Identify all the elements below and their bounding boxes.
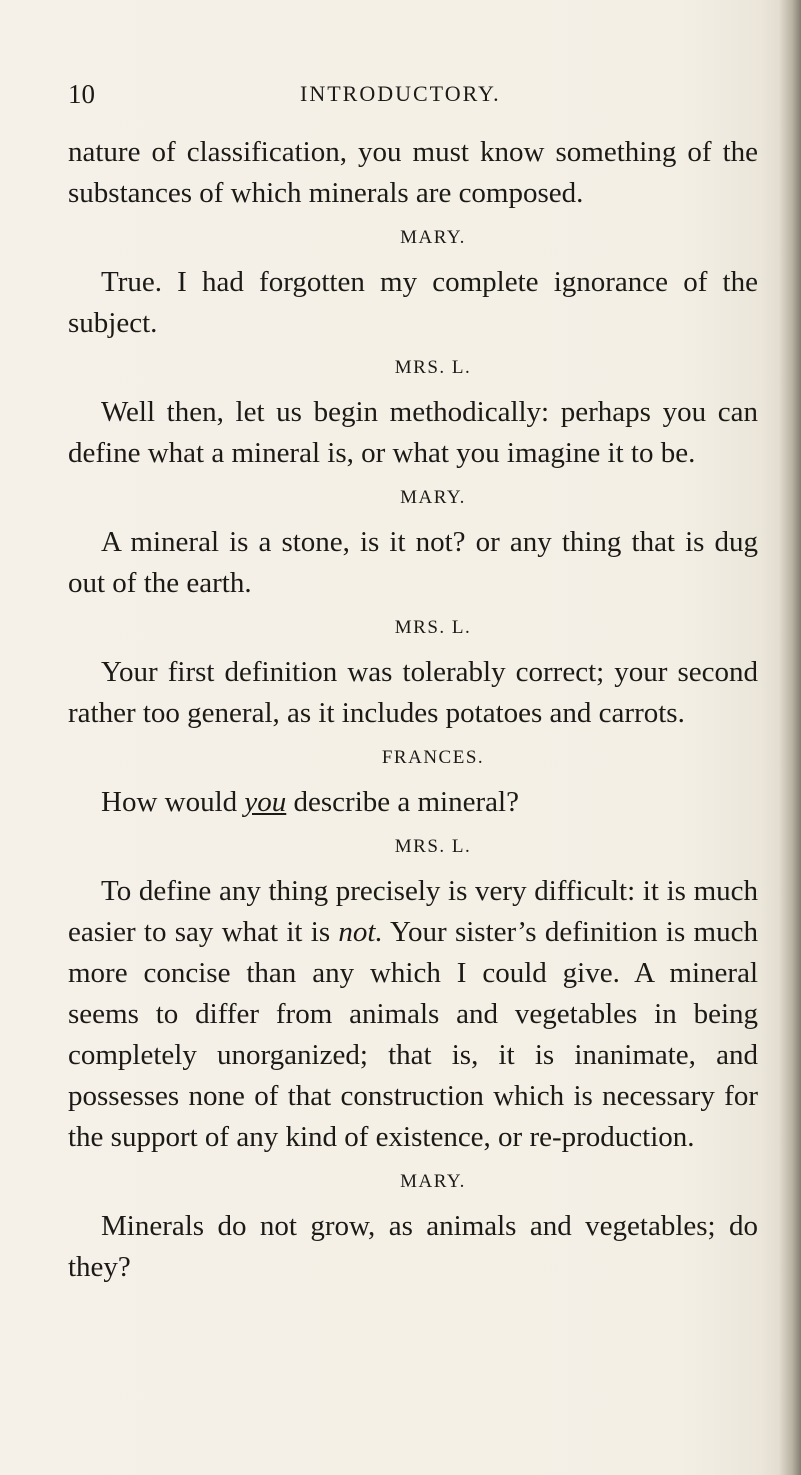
paragraph: True. I had forgotten my complete ignorance of the subject. bbox=[68, 266, 758, 339]
emphasis-text: you bbox=[244, 786, 287, 818]
paragraph bbox=[68, 871, 758, 1158]
emphasis-text: not. bbox=[338, 916, 383, 948]
speaker-heading: MARY. bbox=[400, 487, 466, 508]
speaker-heading: MRS. L. bbox=[394, 357, 472, 378]
text-run: How would bbox=[101, 786, 245, 818]
paragraph: Your first definition was tolerably correct; your second rather too general, as it includes potatoes and carrots. bbox=[68, 656, 758, 729]
page-edge-shadow bbox=[779, 0, 801, 1475]
page-body bbox=[68, 132, 758, 1288]
paragraph bbox=[68, 782, 758, 823]
text-run: To define any thing precisely is very difficult: it is much easier to say what it is bbox=[68, 875, 758, 948]
speaker-heading: FRANCES. bbox=[381, 747, 485, 768]
running-head: INTRODUCTORY. bbox=[300, 81, 501, 106]
paragraph: Minerals do not grow, as animals and vegetables; do they? bbox=[68, 1210, 758, 1283]
paragraph: Well then, let us begin methodically: perhaps you can define what a mineral is, or what you imagine it to be. bbox=[68, 396, 758, 469]
speaker-heading: MARY. bbox=[400, 227, 466, 248]
text-run: Your sister’s definition is much more concise than any which I could give. A mineral seems to differ from animals and vegetables in being completely unorganized; that is, it is inanimate, and possesses none of that construction which is necessary for the support of any kind of existence, or re-production. bbox=[68, 916, 758, 1153]
speaker-heading: MARY. bbox=[400, 1171, 466, 1192]
text-run: describe a mineral? bbox=[286, 786, 519, 818]
page-number: 10 bbox=[68, 79, 95, 109]
paragraph: A mineral is a stone, is it not? or any thing that is dug out of the earth. bbox=[68, 526, 758, 599]
speaker-heading: MRS. L. bbox=[394, 617, 472, 638]
page-header bbox=[68, 74, 758, 114]
paragraph: nature of classification, you must know something of the substances of which minerals are composed. bbox=[68, 136, 758, 209]
speaker-heading: MRS. L. bbox=[394, 836, 472, 857]
